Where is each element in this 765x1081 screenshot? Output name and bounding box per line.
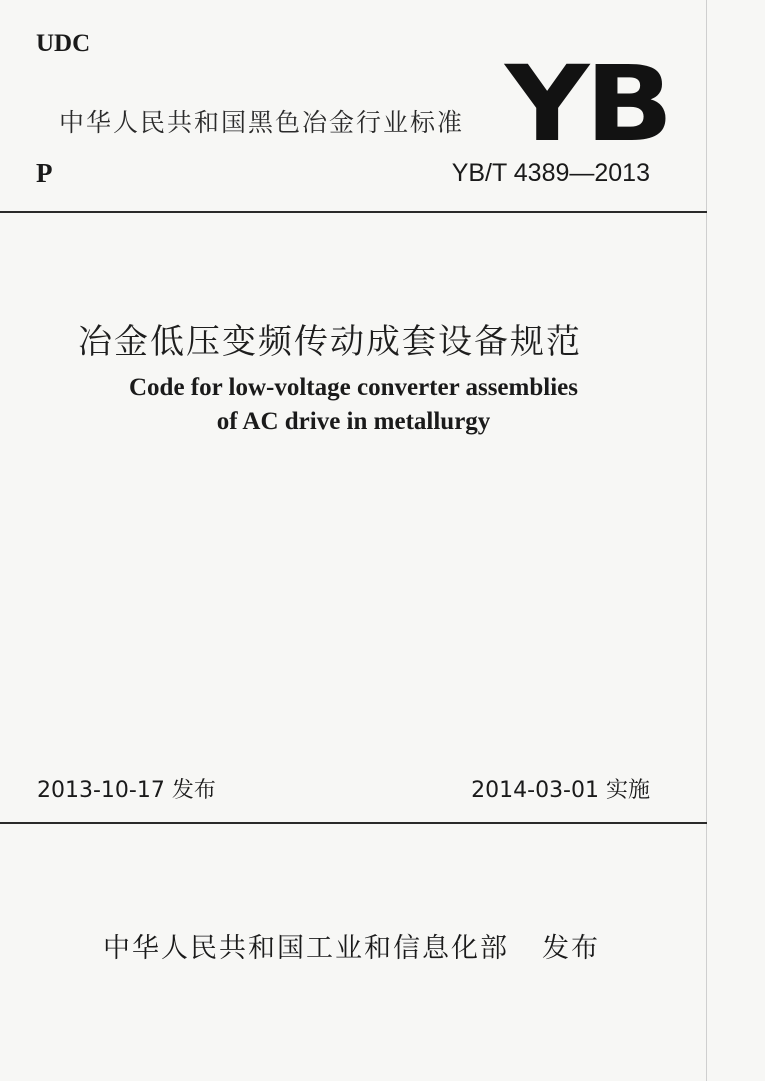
title-chinese: 冶金低压变频传动成套设备规范 xyxy=(78,322,582,362)
yb-logo: YB xyxy=(505,43,670,165)
classification-code: P xyxy=(36,158,53,188)
title-english-line1: Code for low-voltage converter assemblies xyxy=(129,374,578,401)
publisher: 中华人民共和国工业和信息化部 xyxy=(103,933,509,964)
header-rule xyxy=(0,211,707,213)
standard-category: 中华人民共和国黑色冶金行业标准 xyxy=(59,108,465,137)
implementation-date: 2014-03-01 实施 xyxy=(471,778,650,803)
date-rule xyxy=(0,822,707,824)
published-label: 发布 xyxy=(542,933,600,964)
standard-number: YB/T 4389—2013 xyxy=(451,159,650,187)
title-english-line2: of AC drive in metallurgy xyxy=(216,408,491,435)
udc-label: UDC xyxy=(36,30,91,57)
page-edge-line xyxy=(706,0,707,1081)
issue-date: 2013-10-17 发布 xyxy=(37,778,216,803)
